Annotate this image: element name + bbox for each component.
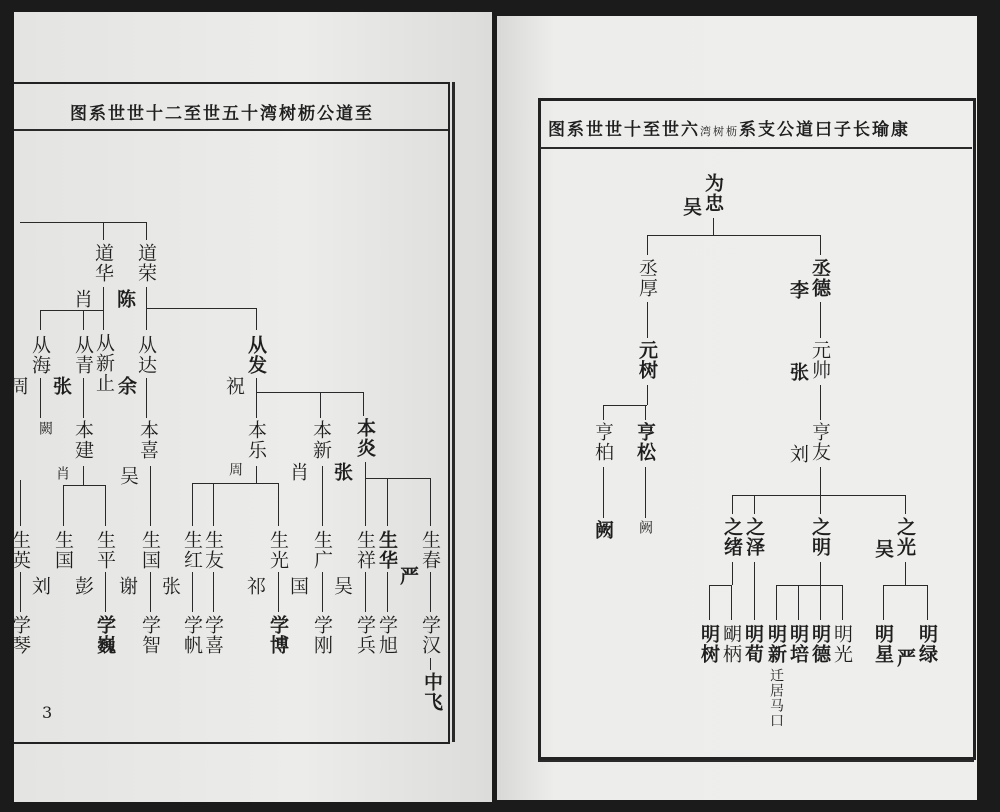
person-name: 中飞 [421,672,443,712]
lineage-line [647,302,648,338]
lineage-line [40,310,41,330]
lineage-line [883,585,927,586]
lineage-line [256,392,363,393]
person-name: 生国 [52,530,74,570]
person-name: 道华 [92,243,114,283]
person-name: 明星 [872,624,894,664]
person-name: 从青 [72,335,94,375]
person-name: 丞厚 [636,258,658,298]
lineage-line [776,585,777,620]
lineage-line [278,572,279,612]
person-name: 生英 [9,530,31,570]
lineage-line [820,302,821,338]
lineage-line [430,658,431,670]
lineage-line [146,308,256,309]
person-name: 从发 [245,335,267,375]
lineage-line [820,467,821,495]
spouse-surname: 周 [227,462,243,477]
spouse-surname: 周 [7,376,29,396]
lineage-line [647,235,820,236]
left-title-rule [14,129,448,131]
lineage-line [103,222,104,240]
person-name: 道荣 [135,243,157,283]
lineage-line [365,462,366,478]
person-name: 从新止 [93,333,115,393]
spouse-surname: 吴 [117,466,139,486]
spouse-surname: 刘 [29,576,51,596]
spouse-surname: 肖 [287,462,309,482]
lineage-line [387,478,388,526]
spouse-surname: 谢 [116,576,138,596]
person-name: 学汉 [419,615,441,655]
lineage-line [387,572,388,612]
person-name: 明德 [809,624,831,664]
lineage-line [365,478,430,479]
person-name: 亨柏 [592,422,614,462]
left-frame-outer-right [452,82,455,742]
person-name: 学巍 [94,615,116,655]
spouse-surname: 肖 [54,466,70,481]
person-name: 丞德 [809,258,831,298]
lineage-line [20,572,21,612]
spouse-surname: 李 [787,280,809,300]
person-name: 之光 [894,517,916,557]
title-small: 枥树湾 [700,125,739,138]
right-frame-bottom-outer [538,760,974,762]
lineage-line [883,585,884,620]
lineage-line [150,466,151,526]
person-name: 生红 [181,530,203,570]
person-name: 生国 [139,530,161,570]
page-number: 3 [42,703,53,722]
person-name: 明荀 [742,624,764,664]
spouse-surname: 陈 [114,289,136,309]
lineage-line [322,572,323,612]
lineage-line [40,378,41,418]
lineage-line [732,562,733,585]
annotation-note: 阙 [637,520,653,535]
lineage-line [150,572,151,612]
person-name: 生华 [376,530,398,570]
lineage-line [320,392,321,418]
lineage-line [645,405,646,420]
lineage-line [430,572,431,612]
person-name: 生平 [94,530,116,570]
spouse-surname: 余 [115,376,137,396]
person-name: 明树 [698,624,720,664]
lineage-line [603,405,604,420]
annotation-note: 阙 [592,520,614,540]
spouse-surname: 张 [50,376,72,396]
lineage-line [603,467,604,518]
person-name: 本建 [72,420,94,460]
spouse-surname: 祁 [244,576,266,596]
spouse-surname: 吴 [331,576,353,596]
person-name: 学智 [139,615,161,655]
annotation-note: 闕 [37,421,53,436]
lineage-line [213,483,214,526]
lineage-line [105,572,106,612]
lineage-line [713,218,714,235]
person-name: 学刚 [311,615,333,655]
spouse-surname: 祝 [223,376,245,396]
person-name: 明绿 [916,624,938,664]
lineage-line [192,483,278,484]
person-name: 生光 [267,530,289,570]
lineage-line [192,572,193,612]
lineage-line [709,585,710,620]
person-name: 元帅 [809,340,831,380]
person-name: 学琴 [9,615,31,655]
person-name: 生友 [202,530,224,570]
lineage-line [146,378,147,418]
lineage-line [820,585,821,620]
lineage-line [647,385,648,405]
person-name: 从达 [135,335,157,375]
lineage-line [256,378,257,418]
person-name: 学博 [267,615,289,655]
lineage-line [146,222,147,240]
lineage-line [820,235,821,255]
lineage-line [103,287,104,330]
person-name: 朙柄 [720,624,742,664]
lineage-line [365,572,366,612]
person-name: 本喜 [137,420,159,460]
lineage-line [645,467,646,518]
lineage-line [63,485,105,486]
lineage-line [322,466,323,526]
lineage-line [927,585,928,620]
lineage-line [905,562,906,585]
person-name: 为忠 [702,173,724,213]
lineage-line [40,310,104,311]
spouse-surname: 张 [787,362,809,382]
lineage-line [798,585,799,620]
title-main: 康瑜长子曰道公支系 [739,120,910,140]
lineage-line [603,405,647,406]
lineage-line [278,483,279,526]
person-name: 之绪 [721,517,743,557]
person-name: 学喜 [202,615,224,655]
lineage-line [192,483,193,526]
spouse-surname: 彭 [72,576,94,596]
person-name: 元树 [636,340,658,380]
lineage-line [83,378,84,418]
lineage-line [20,480,21,526]
spouse-surname: 严 [397,566,419,586]
lineage-line [820,385,821,420]
spouse-surname: 张 [331,462,353,482]
person-name: 亨松 [634,422,656,462]
person-name: 学旭 [376,615,398,655]
person-name: 之明 [809,517,831,557]
person-name: 本新 [310,420,332,460]
person-name: 生祥 [354,530,376,570]
lineage-line [256,308,257,330]
person-name: 明培 [787,624,809,664]
lineage-line [256,466,257,483]
lineage-line [363,392,364,416]
lineage-line [430,478,431,526]
lineage-line [213,572,214,612]
annotation-note: 迁居马口 [768,668,784,728]
lineage-line [83,310,84,330]
spouse-surname: 严 [894,648,916,668]
lineage-line [732,495,733,514]
person-name: 学帆 [181,615,203,655]
person-name: 之泽 [743,517,765,557]
person-name: 学兵 [354,615,376,655]
spouse-surname: 张 [159,576,181,596]
lineage-line [731,585,732,620]
right-title-rule [540,147,972,149]
person-name: 本乐 [245,420,267,460]
person-name: 亨友 [809,422,831,462]
person-name: 本炎 [354,418,376,458]
lineage-line [105,485,106,526]
title-end: 六世至十世世系图 [548,120,700,140]
lineage-line [820,562,821,585]
right-page-title [548,115,910,140]
spouse-surname: 肖 [71,289,93,309]
spouse-surname: 吴 [872,539,894,559]
spouse-surname: 国 [287,576,309,596]
lineage-line [776,585,842,586]
lineage-line [709,585,732,586]
lineage-line [63,485,64,526]
lineage-line [820,495,821,514]
spouse-surname: 刘 [787,444,809,464]
person-name: 生广 [311,530,333,570]
lineage-line [732,495,905,496]
lineage-line [647,235,648,255]
left-page-title: 至道公枥树湾十五世至二十世世系图 [70,104,374,124]
person-name: 生春 [419,530,441,570]
lineage-line [365,478,366,526]
lineage-line [905,495,906,514]
person-name: 从海 [29,335,51,375]
lineage-line [83,466,84,485]
lineage-line [842,585,843,620]
person-name: 明光 [831,624,853,664]
lineage-line [754,562,755,620]
lineage-line [754,495,755,514]
lineage-line [20,222,146,223]
spouse-surname: 吴 [680,197,702,217]
person-name: 明新 [765,624,787,664]
